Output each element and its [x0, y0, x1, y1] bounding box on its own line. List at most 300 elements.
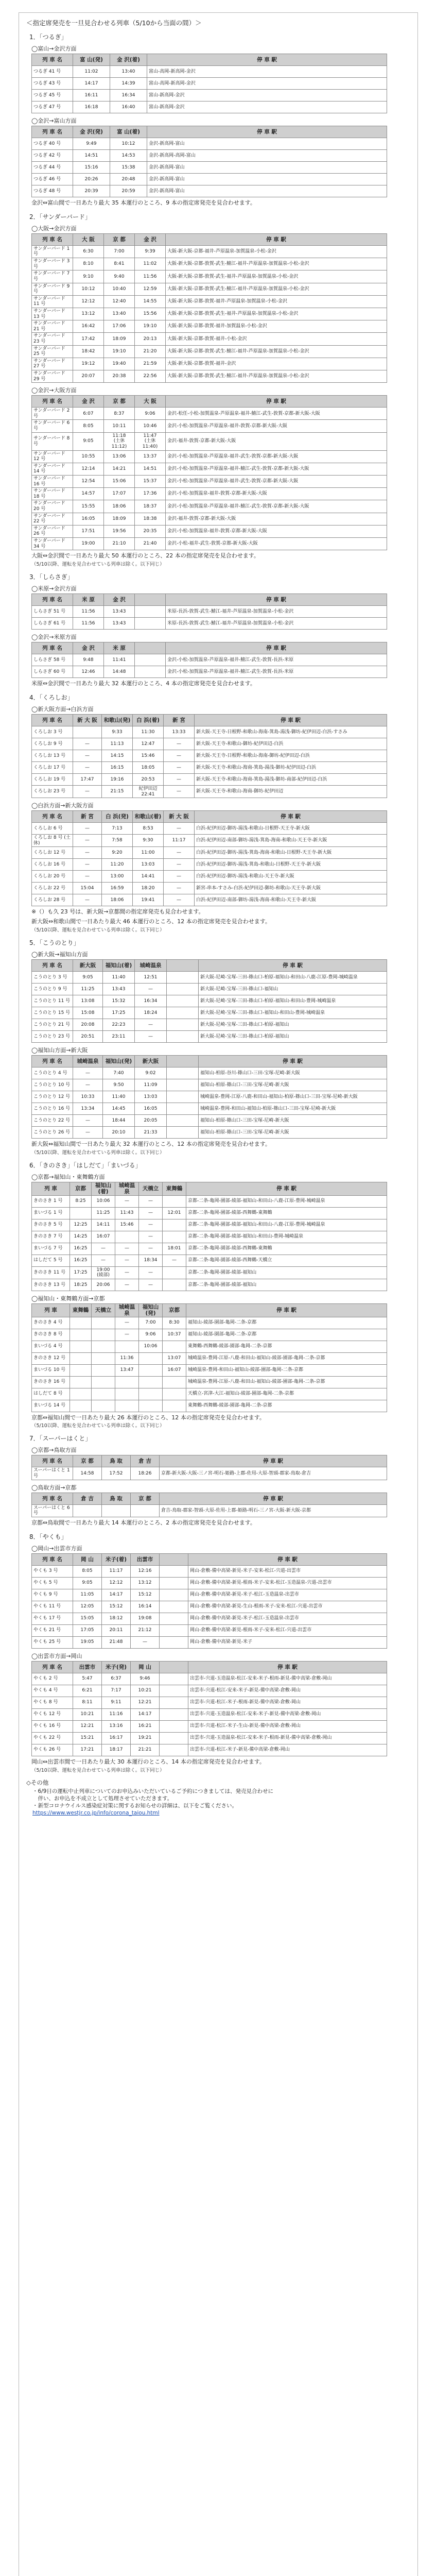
time-cell: 17:21 — [73, 1744, 102, 1756]
table-row — [32, 1400, 387, 1412]
stops-cell: 新大阪-尼崎-宝塚-三田-篠山口-柏原-福知山-和田山-豊岡-城崎温泉 — [199, 995, 387, 1007]
stops-cell: 東舞鶴-西舞鶴-綾部-園部-亀岡-二条-京都 — [186, 1400, 387, 1412]
table-row — [32, 972, 387, 984]
time-cell — [160, 1673, 188, 1685]
time-cell: 19:21 — [131, 1732, 160, 1744]
time-cell: 18:26 — [131, 1467, 160, 1480]
stops-cell: 新大阪-天王寺-和歌山-海南-箕島-湯浅-御坊-紀伊田辺-白浜 — [195, 761, 387, 773]
stops-cell: 倉吉-鳥取-郡家-智頭-大原-佐用-上郡-姫路-明石-三ノ宮-大阪-新大阪-京都 — [160, 1504, 387, 1517]
column-header: 出雲市 — [73, 1661, 102, 1673]
train-name-cell: サンダーバード 23 号 — [32, 333, 73, 345]
time-cell: 20:07 — [73, 370, 104, 383]
stops-cell: 富山-新高岡-金沢 — [147, 90, 387, 101]
stops-cell: 金沢-新高岡-富山 — [147, 138, 387, 150]
train-name-cell: やくも 26 号 — [32, 1744, 73, 1756]
time-cell: 紀伊田辺 22:41 — [133, 785, 164, 798]
time-cell — [160, 1577, 188, 1589]
time-cell — [115, 1400, 139, 1412]
column-header: 停 車 駅 — [166, 642, 387, 654]
time-cell: 15:32 — [103, 995, 135, 1007]
column-header: 列 車 名 — [32, 233, 73, 245]
table-row — [32, 370, 387, 383]
stops-cell: 金沢-福井-敦賀-京都-新大阪-大阪 — [166, 432, 387, 450]
time-cell: 16:25 — [70, 1243, 92, 1255]
stops-cell: 金沢-小松-加賀温泉-芦原温泉-福井-鯖江-武生-敦賀-京都-新大阪-大阪 — [166, 463, 387, 475]
time-cell: — — [131, 1636, 160, 1648]
time-cell — [131, 1504, 160, 1517]
direction-label: ◯富山→金沢方面 — [31, 45, 77, 52]
column-header: 京 都 — [131, 1493, 160, 1504]
time-cell — [160, 1624, 188, 1636]
time-cell: — — [139, 1231, 163, 1243]
time-cell: 23:11 — [103, 1031, 135, 1043]
time-cell: — — [115, 1279, 139, 1291]
time-cell: 21:21 — [131, 1744, 160, 1756]
time-cell — [92, 1341, 115, 1352]
time-cell: 16:14 — [131, 1601, 160, 1613]
time-cell: — — [135, 1019, 167, 1031]
train-name-cell: やくも 16 号 — [32, 1720, 73, 1732]
column-header: 金 沢 — [73, 642, 104, 654]
table-header-row — [32, 126, 387, 138]
time-cell: 20:38 — [104, 370, 135, 383]
stops-cell: 新大阪-天王寺-日根野-和歌山-海南-箕島-湯浅-御坊-紀伊田辺-白浜-すさみ — [195, 726, 387, 738]
stops-cell: 岡山-倉敷-備中高梁-新見-根雨-米子-安来-松江-宍道-出雲市 — [188, 1624, 387, 1636]
time-cell: 15:12 — [131, 1589, 160, 1601]
info-link[interactable]: https://www.westjr.co.jp/info/corona_taiou.html — [32, 1810, 160, 1817]
time-cell — [167, 1091, 199, 1103]
table-row — [32, 358, 387, 370]
time-cell: 15:56 — [135, 308, 166, 320]
time-cell: 11:56 — [73, 606, 104, 618]
column-header: 米 原 — [73, 594, 104, 606]
table-row — [32, 1067, 387, 1079]
column-header: 城崎温泉 — [115, 1303, 139, 1317]
time-cell: — — [164, 871, 195, 883]
time-cell: — — [164, 859, 195, 871]
time-cell: 16:34 — [110, 90, 147, 101]
column-header: 大 阪 — [135, 396, 166, 408]
timetable — [31, 1553, 387, 1649]
table-row — [32, 1195, 387, 1207]
time-cell: 13:43 — [104, 606, 135, 618]
train-name-cell: きのさき 11 号 — [32, 1266, 70, 1279]
time-cell: — — [115, 1243, 139, 1255]
section-note: 新大阪⇔和歌山間で一日あたり最大 46 本運行のところ、12 本の指定席発売を見合わせます。 — [31, 918, 271, 925]
train-name-cell: やくも 2 号 — [32, 1673, 73, 1685]
time-cell — [163, 1279, 186, 1291]
train-name-cell: まいづる 14 号 — [32, 1400, 70, 1412]
time-cell — [135, 606, 166, 618]
direction-label: ◯金沢→米原方面 — [31, 634, 77, 641]
time-cell — [167, 1031, 199, 1043]
stops-cell: 大阪-新大阪-京都-敦賀-武生-鯖江-福井-芦原温泉-加賀温泉-小松-金沢 — [166, 258, 387, 270]
time-cell: 20:48 — [110, 174, 147, 185]
column-header: 京 都 — [104, 396, 135, 408]
time-cell — [167, 1007, 199, 1019]
train-name-cell: きのさき 1 号 — [32, 1195, 70, 1207]
direction-label: ◯金沢→大阪方面 — [31, 387, 77, 394]
table-row — [32, 1624, 387, 1636]
time-cell: — — [73, 1067, 103, 1079]
document-body — [19, 13, 417, 1822]
time-cell — [167, 1079, 199, 1091]
time-cell: — — [73, 1079, 103, 1091]
column-header: 新 宮 — [164, 714, 195, 726]
time-cell: 11:43 — [115, 1207, 139, 1219]
time-cell: 14:51 — [73, 150, 110, 162]
table-header-row — [32, 233, 387, 245]
train-name-cell: くろしお 12 号 — [32, 847, 73, 859]
time-cell — [70, 1329, 92, 1341]
train-name-cell: くろしお 3 号 — [32, 726, 73, 738]
train-name-cell: やくも 9 号 — [32, 1589, 73, 1601]
table-row — [32, 525, 387, 537]
column-header: 列 車 — [32, 1182, 70, 1195]
time-cell: 9:10 — [73, 270, 104, 283]
time-cell — [167, 1067, 199, 1079]
section-footnote: （5/10以降、運転を見合わせている列車は除く。以下同じ） — [31, 1767, 165, 1773]
table-header-row — [32, 594, 387, 606]
table-row — [32, 1255, 387, 1266]
stops-cell: 出雲市-宍道-松江-米子-新見-備中高梁-倉敷-岡山 — [188, 1744, 387, 1756]
table-row — [32, 432, 387, 450]
table-row — [32, 847, 387, 859]
time-cell: 20:05 — [135, 1115, 167, 1127]
column-header: 和歌山(発) — [102, 714, 133, 726]
table-header-row — [32, 811, 387, 823]
time-cell — [135, 654, 166, 666]
time-cell: 21:33 — [135, 1127, 167, 1139]
table-row — [32, 894, 387, 906]
stops-cell: 白浜-紀伊田辺-御坊-湯浅-和歌山-天王寺-新大阪 — [195, 871, 387, 883]
column-header: 白 浜(発) — [102, 811, 133, 823]
time-cell: 18:09 — [104, 513, 135, 525]
section-content — [31, 705, 410, 933]
train-name-cell: くろしお 28 号 — [32, 894, 73, 906]
stops-cell: 福知山-綾部-園部-亀岡-二条-京都 — [186, 1329, 387, 1341]
time-cell — [163, 1231, 186, 1243]
stops-cell: 金沢-松任-小松-加賀温泉-芦原温泉-福井-鯖江-武生-敦賀-京都-新大阪-大阪 — [166, 408, 387, 420]
time-cell: — — [73, 785, 102, 798]
stops-cell: 京都-二条-亀岡-園部-綾部-福知山-和田山-豊岡-城崎温泉 — [186, 1231, 387, 1243]
train-name-cell: サンダーバード 11 号 — [32, 295, 73, 308]
time-cell — [167, 1019, 199, 1031]
time-cell: 17:52 — [102, 1467, 131, 1480]
train-name-cell: はしだて 8 号 — [32, 1388, 70, 1400]
column-header: 列 車 名 — [32, 396, 73, 408]
stops-cell: 城崎温泉-豊岡-江原-八鹿-和田山-福知山-綾部-園部-亀岡-二条-京都 — [186, 1352, 387, 1364]
time-cell: 18:01 — [163, 1243, 186, 1255]
column-header: 白 浜(着) — [133, 714, 164, 726]
time-cell — [70, 1317, 92, 1329]
time-cell — [92, 1352, 115, 1364]
train-name-cell: サンダーバード 22 号 — [32, 513, 73, 525]
time-cell: 19:00 (綾部) — [92, 1266, 115, 1279]
column-header: 新 大 阪 — [73, 714, 102, 726]
time-cell — [115, 1341, 139, 1352]
stops-cell: 福知山-柏原-篠山口-三田-宝塚-尼崎-新大阪 — [199, 1115, 387, 1127]
time-cell: 13:33 — [164, 726, 195, 738]
train-name-cell: きのさき 4 号 — [32, 1317, 70, 1329]
time-cell: 11:41 — [104, 654, 135, 666]
train-name-cell: くろしお 6 号 — [32, 823, 73, 835]
train-name-cell: やくも 11 号 — [32, 1601, 73, 1613]
page-title: ＜指定席発売を一旦見合わせる列車（5/10から当面の間）＞ — [26, 19, 202, 27]
stops-cell: 金沢-新高岡-富山 — [147, 185, 387, 197]
column-header: 倉 吉 — [73, 1493, 102, 1504]
time-cell: 16:21 — [131, 1720, 160, 1732]
table-row — [32, 245, 387, 258]
time-cell: 16:59 — [102, 883, 133, 894]
time-cell: 9:30 — [133, 835, 164, 847]
stops-cell: 新大阪-尼崎-宝塚-三田-篠山口-福知山-和田山-豊岡-城崎温泉 — [199, 1007, 387, 1019]
time-cell — [160, 1697, 188, 1708]
direction-label: ◯鳥取方面→京都 — [31, 1484, 77, 1491]
train-name-cell: くろしお 16 号 — [32, 859, 73, 871]
train-name-cell: やくも 8 号 — [32, 1697, 73, 1708]
time-cell: 12:40 — [104, 295, 135, 308]
time-cell: 9:40 — [104, 270, 135, 283]
time-cell — [70, 1388, 92, 1400]
table-row — [32, 320, 387, 333]
table-row — [32, 1329, 387, 1341]
section-footnote: （5/10以降、運転を見合わせている列車は除く。以下同じ） — [31, 1423, 165, 1429]
train-name-cell: サンダーバード 8 号 — [32, 432, 73, 450]
table-row — [32, 726, 387, 738]
time-cell: 15:46 — [115, 1219, 139, 1231]
time-cell — [92, 1400, 115, 1412]
table-row — [32, 150, 387, 162]
direction-label: ◯大阪→金沢方面 — [31, 225, 77, 232]
time-cell: 14:45 — [103, 1103, 135, 1115]
time-cell: 14:25 — [70, 1231, 92, 1243]
stops-cell: 金沢-新高岡-高岡-富山 — [147, 150, 387, 162]
table-header-row — [32, 54, 387, 66]
table-row — [32, 1467, 387, 1480]
column-header: 京都 — [70, 1182, 92, 1195]
stops-cell: 岡山-倉敷-備中高梁-新見-生山-根雨-米子-安来-松江-宍道-出雲市 — [188, 1601, 387, 1613]
table-header-row — [32, 1553, 387, 1565]
train-name-cell: まいづる 4 号 — [32, 1341, 70, 1352]
stops-cell: 大阪-新大阪-京都-福井-芦原温泉-加賀温泉-小松-金沢 — [166, 245, 387, 258]
column-header: 京都 — [163, 1303, 186, 1317]
stops-cell: 福知山-柏原-谷川-篠山口-三田-宝塚-尼崎-新大阪 — [199, 1067, 387, 1079]
time-cell: — — [73, 835, 102, 847]
train-name-cell: まいづる 1 号 — [32, 1207, 70, 1219]
timetable — [31, 54, 387, 113]
table-row — [32, 773, 387, 785]
time-cell: — — [139, 1207, 163, 1219]
time-cell: 8:10 — [73, 258, 104, 270]
column-header: 岡 山 — [131, 1661, 160, 1673]
time-cell: 18:20 — [133, 883, 164, 894]
train-name-cell: つるぎ 41 号 — [32, 66, 73, 78]
column-header: 米子(発) — [102, 1661, 131, 1673]
time-cell: — — [164, 847, 195, 859]
time-cell — [115, 1388, 139, 1400]
stops-cell: 富山-新高岡-金沢 — [147, 101, 387, 113]
time-cell — [167, 1127, 199, 1139]
table-header-row — [32, 1455, 387, 1467]
time-cell — [160, 1685, 188, 1697]
section-title: 2．「サンダーバード」 — [29, 213, 91, 221]
stops-cell: 岡山-倉敷-備中高梁-新見-米子 — [188, 1636, 387, 1648]
column-header: 停 車 駅 — [199, 960, 387, 972]
time-cell: 16:07 — [163, 1364, 186, 1376]
train-name-cell: やくも 21 号 — [32, 1624, 73, 1636]
time-cell: 7:00 — [104, 245, 135, 258]
column-header: 停 車 駅 — [186, 1182, 387, 1195]
time-cell: 19:12 — [73, 358, 104, 370]
time-cell: 19:56 — [104, 525, 135, 537]
time-cell: — — [139, 1243, 163, 1255]
time-cell: 14:57 — [73, 488, 104, 500]
column-header — [167, 1056, 199, 1067]
table-header-row — [32, 1493, 387, 1504]
time-cell: 12:47 — [133, 738, 164, 750]
column-header: 和歌山(着) — [133, 811, 164, 823]
table-row — [32, 538, 387, 550]
time-cell: 13:08 — [73, 995, 103, 1007]
time-cell — [92, 1317, 115, 1329]
section-title: 1．「つるぎ」 — [29, 33, 67, 41]
table-row — [32, 1341, 387, 1352]
time-cell: 20:53 — [133, 773, 164, 785]
time-cell — [139, 1376, 163, 1388]
time-cell: 14:17 — [131, 1708, 160, 1720]
time-cell: — — [73, 750, 102, 761]
time-cell: 17:47 — [73, 773, 102, 785]
table-row — [32, 1577, 387, 1589]
time-cell: — — [139, 1266, 163, 1279]
stops-cell: 新宮-串本-すさみ-白浜-紀伊田辺-御坊-和歌山-天王寺-新大阪 — [195, 883, 387, 894]
time-cell: 17:25 — [70, 1266, 92, 1279]
table-row — [32, 1266, 387, 1279]
train-name-cell: こうのとり 12 号 — [32, 1091, 73, 1103]
time-cell: 18:34 — [139, 1255, 163, 1266]
stops-cell: 大阪-新大阪-京都-敦賀-武生-福井-芦原温泉-加賀温泉-小松-金沢 — [166, 308, 387, 320]
time-cell: 12:21 — [73, 1720, 102, 1732]
time-cell: — — [115, 1317, 139, 1329]
time-cell: 14:41 — [133, 871, 164, 883]
time-cell: 20:39 — [73, 185, 110, 197]
section-3 — [26, 572, 410, 688]
time-cell: 22:23 — [103, 1019, 135, 1031]
train-name-cell: スーパーはくと 6 号 — [32, 1504, 73, 1517]
train-name-cell: スーパーはくと 1 号 — [32, 1467, 73, 1480]
train-name-cell: くろしお 13 号 — [32, 750, 73, 761]
column-header: 天橋立 — [92, 1303, 115, 1317]
stops-cell: 京都-新大阪-大阪-三ノ宮-明石-姫路-上郡-佐用-大原-智頭-郡家-鳥取-倉吉 — [160, 1467, 387, 1480]
time-cell: 17:05 — [73, 1624, 102, 1636]
column-header: 停 車 駅 — [188, 1661, 387, 1673]
table-row — [32, 1504, 387, 1517]
time-cell: 9:06 — [139, 1329, 163, 1341]
time-cell: — — [92, 1255, 115, 1266]
section-note: 京都⇔鳥取間で一日あたり最大 14 本運行のところ、2 本の指定席発売を見合わせます。 — [31, 1519, 256, 1526]
stops-cell: 大阪-新大阪-京都-敦賀-福井-金沢 — [166, 358, 387, 370]
time-cell — [163, 1400, 186, 1412]
table-row — [32, 1720, 387, 1732]
time-cell: 10:21 — [131, 1685, 160, 1697]
stops-cell: 福知山-柏原-篠山口-三田-宝塚-尼崎-新大阪 — [199, 1127, 387, 1139]
direction-label: ◯出雲市方面→岡山 — [31, 1652, 82, 1659]
time-cell: 15:37 — [135, 475, 166, 487]
time-cell: 16:05 — [73, 513, 104, 525]
table-row — [32, 463, 387, 475]
direction-label: ◯白浜方面→新大阪方面 — [31, 802, 94, 809]
time-cell: 20:35 — [135, 525, 166, 537]
document-frame — [19, 12, 418, 2576]
direction-label: ◯金沢→富山方面 — [31, 117, 77, 124]
train-name-cell: つるぎ 42 号 — [32, 150, 73, 162]
time-cell — [163, 1219, 186, 1231]
time-cell: — — [73, 761, 102, 773]
table-row — [32, 1079, 387, 1091]
table-header-row — [32, 1661, 387, 1673]
time-cell: — — [73, 823, 102, 835]
time-cell: — — [135, 1031, 167, 1043]
other-line-1: ・6/9日の運転中止列車についてのお申込みいただいているご予約につきましては、発売見合わせに — [32, 1788, 273, 1794]
time-cell: 20:06 — [92, 1279, 115, 1291]
table-row — [32, 606, 387, 618]
time-cell — [160, 1613, 188, 1624]
timetable — [31, 395, 387, 550]
time-cell: 16:15 — [102, 761, 133, 773]
column-header: 停 車 駅 — [166, 233, 387, 245]
section-note: 岡山⇔出雲市間で一日あたり最大 30 本運行のところ、14 本の指定席発売を見合わせます。 — [31, 1758, 265, 1765]
time-cell: 8:53 — [133, 823, 164, 835]
time-cell: 13:47 — [115, 1364, 139, 1376]
table-row — [32, 66, 387, 78]
time-cell: — — [73, 1127, 103, 1139]
train-name-cell: きのさき 13 号 — [32, 1279, 70, 1291]
time-cell: — — [139, 1279, 163, 1291]
time-cell — [167, 972, 199, 984]
time-cell: 15:12 — [102, 1601, 131, 1613]
time-cell: 10:12 — [110, 138, 147, 150]
time-cell: 10:21 — [73, 1708, 102, 1720]
time-cell: — — [164, 894, 195, 906]
table-row — [32, 258, 387, 270]
time-cell: 18:06 — [102, 894, 133, 906]
table-header-row — [32, 960, 387, 972]
time-cell: 19:40 — [104, 358, 135, 370]
train-name-cell: きのさき 5 号 — [32, 1219, 70, 1231]
direction-label: ◯新大阪方面→白浜方面 — [31, 705, 94, 713]
table-row — [32, 883, 387, 894]
time-cell: 21:20 — [135, 345, 166, 358]
time-cell — [163, 1195, 186, 1207]
stops-cell: 新大阪-天王寺-和歌山-御坊-紀伊田辺-白浜 — [195, 738, 387, 750]
train-name-cell: きのさき 16 号 — [32, 1376, 70, 1388]
train-name-cell: サンダーバード 29 号 — [32, 370, 73, 383]
section-content — [31, 224, 410, 567]
table-row — [32, 1376, 387, 1388]
stops-cell: 出雲市-宍道-松江-米子-生山-新見-備中高梁-倉敷-岡山 — [188, 1720, 387, 1732]
column-header: 停 車 駅 — [147, 126, 387, 138]
column-header: 列 車 名 — [32, 54, 73, 66]
stops-cell: 東舞鶴-西舞鶴-綾部-園部-亀岡-二条-京都 — [186, 1341, 387, 1352]
train-name-cell: つるぎ 46 号 — [32, 174, 73, 185]
stops-cell: 大阪-新大阪-京都-敦賀-武生-鯖江-福井-芦原温泉-加賀温泉-小松-金沢 — [166, 345, 387, 358]
column-header: 列 車 名 — [32, 1553, 73, 1565]
column-header — [135, 642, 166, 654]
train-name-cell: しらさぎ 60 号 — [32, 666, 73, 678]
direction-label: ◯京都→福知山・東舞鶴方面 — [31, 1173, 105, 1180]
time-cell: 15:05 — [73, 1613, 102, 1624]
